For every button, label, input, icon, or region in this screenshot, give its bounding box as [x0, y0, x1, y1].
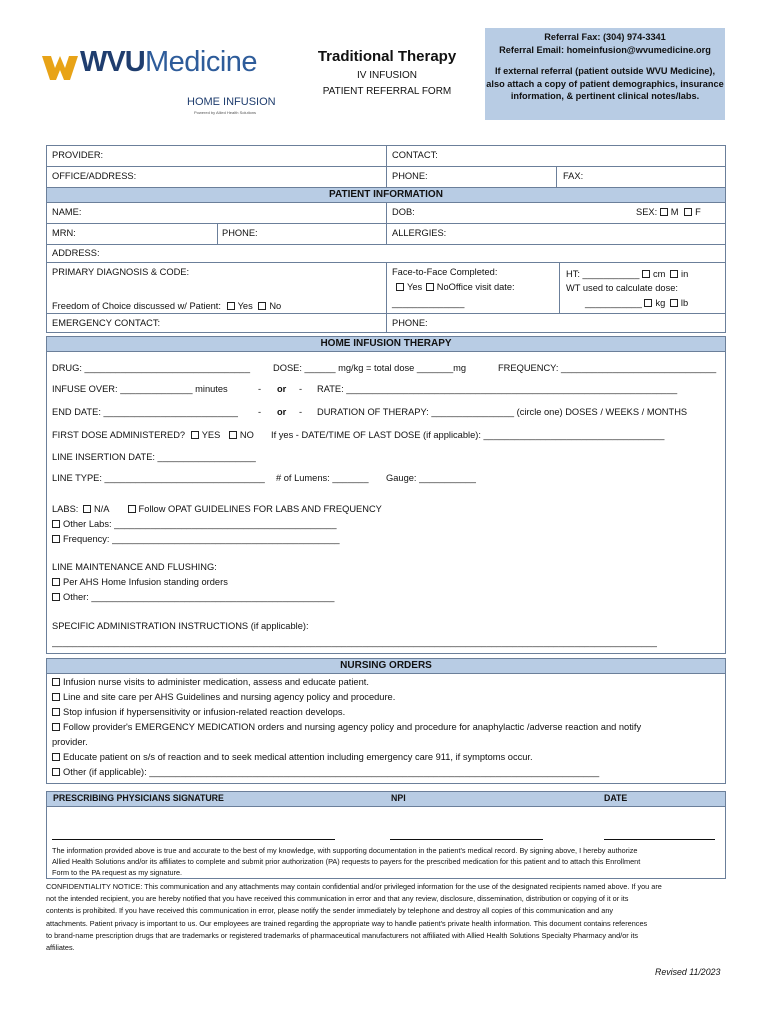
freedom-yes-label: Yes — [237, 301, 253, 311]
first-dose-no-checkbox[interactable] — [229, 431, 237, 439]
signature-label: PRESCRIBING PHYSICIANS SIGNATURE — [53, 793, 224, 803]
nursing-heading: NURSING ORDERS — [47, 659, 725, 673]
freedom-no-checkbox[interactable] — [258, 302, 266, 310]
logo-tagline: Powered by Allied Health Solutions — [194, 110, 257, 115]
maint-other-field[interactable]: Other: _______________________________________________ — [63, 592, 335, 602]
or-label-1: or — [277, 384, 287, 394]
patient-info-heading: PATIENT INFORMATION — [47, 188, 725, 202]
attestation — [52, 845, 722, 878]
labs-opat-label: Follow OPAT GUIDELINES FOR LABS AND FREQUENCY — [138, 504, 382, 514]
gauge-field[interactable]: Gauge: ___________ — [386, 473, 476, 483]
wt-used-label: WT used to calculate dose: — [566, 283, 678, 293]
attestation-line-1: The information provided above is true and accurate to the best of my knowledge, with supporting documentation in the patient's medical record. By signing above, I hereby authorize — [52, 846, 638, 855]
provider-label: PROVIDER: — [52, 150, 104, 160]
nursing-item-6-checkbox[interactable] — [52, 768, 60, 776]
wt-kg-label: kg — [655, 298, 666, 308]
dash-1: - — [258, 384, 262, 394]
nursing-item-2 — [52, 691, 395, 703]
logo-wvu: WVU — [80, 46, 145, 78]
revised-date: Revised 11/2023 — [655, 967, 721, 977]
dash-2: - — [299, 384, 303, 394]
page-subtitle-1: IV INFUSION — [356, 70, 417, 81]
wvu-flying-wv-icon — [42, 52, 78, 82]
office-address-label: OFFICE/ADDRESS: — [52, 171, 137, 181]
or-label-2: or — [277, 407, 287, 417]
confidentiality-line-6: affiliates. — [46, 943, 75, 953]
referral-email: Referral Email: homeinfusion@wvumedicine.org — [499, 44, 711, 55]
drug-field[interactable]: DRUG: ________________________________ — [52, 363, 250, 373]
npi-line[interactable] — [390, 839, 543, 840]
diagnosis-label: PRIMARY DIAGNOSIS & CODE: — [52, 267, 190, 277]
labs-na-label: N/A — [93, 504, 109, 514]
emergency-contact-label: EMERGENCY CONTACT: — [52, 318, 161, 328]
emergency-phone-label: PHONE: — [392, 318, 428, 328]
ahs-orders-label: Per AHS Home Infusion standing orders — [63, 577, 228, 587]
mrn-label: MRN: — [52, 228, 76, 238]
dob-label: DOB: — [392, 207, 415, 217]
line-type-field[interactable]: LINE TYPE: _______________________________ — [52, 473, 265, 483]
ht-field — [566, 268, 688, 280]
first-dose-yes-label: YES — [201, 430, 221, 440]
freedom-no-label: No — [269, 301, 282, 311]
f2f-options — [396, 281, 515, 293]
nursing-item-5 — [52, 751, 533, 763]
referral-info-box — [485, 28, 725, 120]
allergies-label: ALLERGIES: — [392, 228, 447, 238]
lab-frequency-row — [52, 533, 340, 545]
lumens-field[interactable]: # of Lumens: _______ — [276, 473, 369, 483]
ahs-orders-checkbox[interactable] — [52, 578, 60, 586]
ht-in-checkbox[interactable] — [670, 270, 678, 278]
office-visit-label: Office visit date: — [448, 282, 515, 292]
end-date-field[interactable]: END DATE: __________________________ — [52, 407, 238, 417]
first-dose — [52, 429, 254, 441]
duration-field[interactable]: DURATION OF THERAPY: ________________ (circle one) DOSES / WEEKS / MONTHS — [317, 407, 688, 417]
line-insertion-field[interactable]: LINE INSERTION DATE: ___________________ — [52, 452, 256, 462]
first-dose-no-label: NO — [239, 430, 254, 440]
wt-blank[interactable]: ___________ — [585, 298, 642, 308]
nursing-item-4-checkbox[interactable] — [52, 723, 60, 731]
confidentiality-line-2: not the intended recipient, you are hereby notified that you have received this communication in error and that any review, disclosure, dissemination, distribution or copying of it or its — [46, 894, 629, 904]
referral-note-1: If external referral (patient outside WVU Medicine), — [494, 66, 716, 77]
ht-cm-label: cm — [653, 269, 666, 279]
ht-in-label: in — [681, 269, 689, 279]
specific-instructions-line[interactable]: _____________________________________________________________________________________________________________________ — [52, 637, 657, 647]
fax-label: FAX: — [563, 171, 584, 181]
nursing-item-4-label: Follow provider's EMERGENCY MEDICATION orders and nursing agency policy and procedure for anaphylactic /adverse reaction and notify — [63, 722, 642, 732]
f2f-no-checkbox[interactable] — [426, 283, 434, 291]
lab-frequency-field[interactable]: Frequency: ____________________________________________ — [63, 534, 340, 544]
referral-note-2: also attach a copy of patient demographics, insurance — [486, 78, 724, 89]
confidentiality-notice — [46, 881, 726, 954]
lab-frequency-checkbox[interactable] — [52, 535, 60, 543]
patient-phone-label: PHONE: — [222, 228, 258, 238]
contact-label: CONTACT: — [392, 150, 438, 160]
labs-opat-checkbox[interactable] — [128, 505, 136, 513]
sex-field — [636, 206, 701, 218]
nursing-item-5-checkbox[interactable] — [52, 753, 60, 761]
logo — [42, 44, 287, 120]
sex-f-checkbox[interactable] — [684, 208, 692, 216]
referral-fax: Referral Fax: (304) 974-3341 — [544, 32, 666, 42]
frequency-field[interactable]: FREQUENCY: ______________________________ — [498, 363, 717, 373]
sex-label: SEX: — [636, 207, 658, 217]
nursing-item-2-label: Line and site care per AHS Guidelines and nursing agency policy and procedure. — [63, 692, 396, 702]
nursing-item-3 — [52, 706, 345, 718]
labs-label: LABS: — [52, 504, 79, 514]
maint-other-row — [52, 591, 334, 603]
office-visit-blank[interactable]: ______________ — [392, 298, 465, 308]
last-dose-field[interactable]: If yes - DATE/TIME OF LAST DOSE (if applicable): ___________________________________ — [271, 430, 665, 440]
labs-row — [52, 503, 382, 515]
sex-f-label: F — [695, 207, 701, 217]
nursing-item-3-label: Stop infusion if hypersensitivity or infusion-related reaction develops. — [63, 707, 346, 717]
other-labs-field[interactable]: Other Labs: ___________________________________________ — [63, 519, 337, 529]
logo-medicine: Medicine — [145, 46, 258, 78]
dash-3: - — [258, 407, 262, 417]
confidentiality-line-3: contents is prohibited. If you have received this communication in error, please notify the sender immediately by telephone and destroy all copies of this communication and any — [46, 906, 614, 916]
f2f-no-label: No — [436, 282, 449, 292]
infuse-over-field[interactable]: INFUSE OVER: ______________ minutes — [52, 384, 228, 394]
freedom-of-choice — [52, 300, 281, 312]
nursing-item-3-checkbox[interactable] — [52, 708, 60, 716]
dose-field[interactable]: DOSE: ______ mg/kg = total dose _______mg — [273, 363, 467, 373]
rate-field[interactable]: RATE: ________________________________________________________________ — [317, 384, 678, 394]
date-line[interactable] — [604, 839, 715, 840]
ht-label[interactable]: HT: ___________ — [566, 269, 640, 279]
confidentiality-line-5: to brand-name prescription drugs that are trademarks or registered trademarks of pharmaceutical manufacturers not affiliated with Allied Health Solutions Specialty Pharmacy and/or its — [46, 930, 639, 940]
dash-4: - — [299, 407, 303, 417]
f2f-label: Face-to-Face Completed: — [392, 267, 498, 277]
name-label: NAME: — [52, 207, 82, 217]
signature-line[interactable] — [52, 839, 335, 840]
nursing-item-1 — [52, 676, 369, 688]
wt-lb-label: lb — [680, 298, 689, 308]
nursing-item-5-label: Educate patient on s/s of reaction and to seek medical attention including emergency care 911, if symptoms occur. — [63, 752, 533, 762]
maint-other-checkbox[interactable] — [52, 593, 60, 601]
f2f-yes-checkbox[interactable] — [396, 283, 404, 291]
labs-na-checkbox[interactable] — [83, 505, 91, 513]
line-maintenance-label: LINE MAINTENANCE AND FLUSHING: — [52, 562, 217, 572]
referral-note-3: information, & pertinent clinical notes/labs. — [510, 91, 700, 102]
ahs-orders-row — [52, 576, 228, 588]
confidentiality-line-1: CONFIDENTIALITY NOTICE: This communication and any attachments may contain confidential and/or privileged information for the use of the designated recipients named above. If you are — [46, 882, 662, 891]
nursing-item-6 — [52, 766, 599, 778]
nursing-item-1-label: Infusion nurse visits to administer medication, assess and educate patient. — [63, 677, 369, 687]
nursing-item-6-label[interactable]: Other (if applicable): _______________________________________________________________________________________ — [63, 767, 600, 777]
nursing-item-2-checkbox[interactable] — [52, 693, 60, 701]
nursing-item-1-checkbox[interactable] — [52, 678, 60, 686]
other-labs-checkbox[interactable] — [52, 520, 60, 528]
provider-phone-label: PHONE: — [392, 171, 428, 181]
wt-field — [585, 297, 688, 309]
first-dose-yes-checkbox[interactable] — [191, 431, 199, 439]
form-title-block — [302, 46, 472, 100]
attestation-line-3: Form to the PA request as my signature. — [52, 868, 183, 877]
page-subtitle-2: PATIENT REFERRAL FORM — [322, 86, 452, 97]
nursing-item-4 — [52, 721, 641, 733]
other-labs-row — [52, 518, 337, 530]
sex-m-label: M — [670, 207, 679, 217]
ht-cm-checkbox[interactable] — [642, 270, 650, 278]
therapy-heading: HOME INFUSION THERAPY — [47, 337, 725, 351]
sex-m-checkbox[interactable] — [660, 208, 668, 216]
wt-kg-checkbox[interactable] — [644, 299, 652, 307]
specific-instructions-label: SPECIFIC ADMINISTRATION INSTRUCTIONS (if applicable): — [52, 621, 309, 631]
date-label: DATE — [604, 793, 628, 803]
freedom-label: Freedom of Choice discussed w/ Patient: — [52, 301, 221, 311]
first-dose-label: FIRST DOSE ADMINISTERED? — [52, 430, 186, 440]
freedom-yes-checkbox[interactable] — [227, 302, 235, 310]
npi-label: NPI — [391, 793, 406, 803]
confidentiality-line-4: attachments. Patient privacy is important to us. Our employees are trained regarding the appropriate way to handle patient's private health information. This document contains references — [46, 918, 648, 928]
logo-sub: HOME INFUSION — [187, 96, 276, 108]
address-label: ADDRESS: — [52, 248, 100, 258]
attestation-line-2: Allied Health Solutions and/or its affiliates to complete and submit prior authorization (PA) requests to payers for the prescribed medication for this patient and to attach this Enrollment — [52, 857, 641, 866]
page-title: Traditional Therapy — [317, 48, 457, 65]
nursing-item-4-cont: provider. — [52, 737, 88, 747]
wt-lb-checkbox[interactable] — [670, 299, 678, 307]
f2f-yes-label: Yes — [407, 282, 423, 292]
